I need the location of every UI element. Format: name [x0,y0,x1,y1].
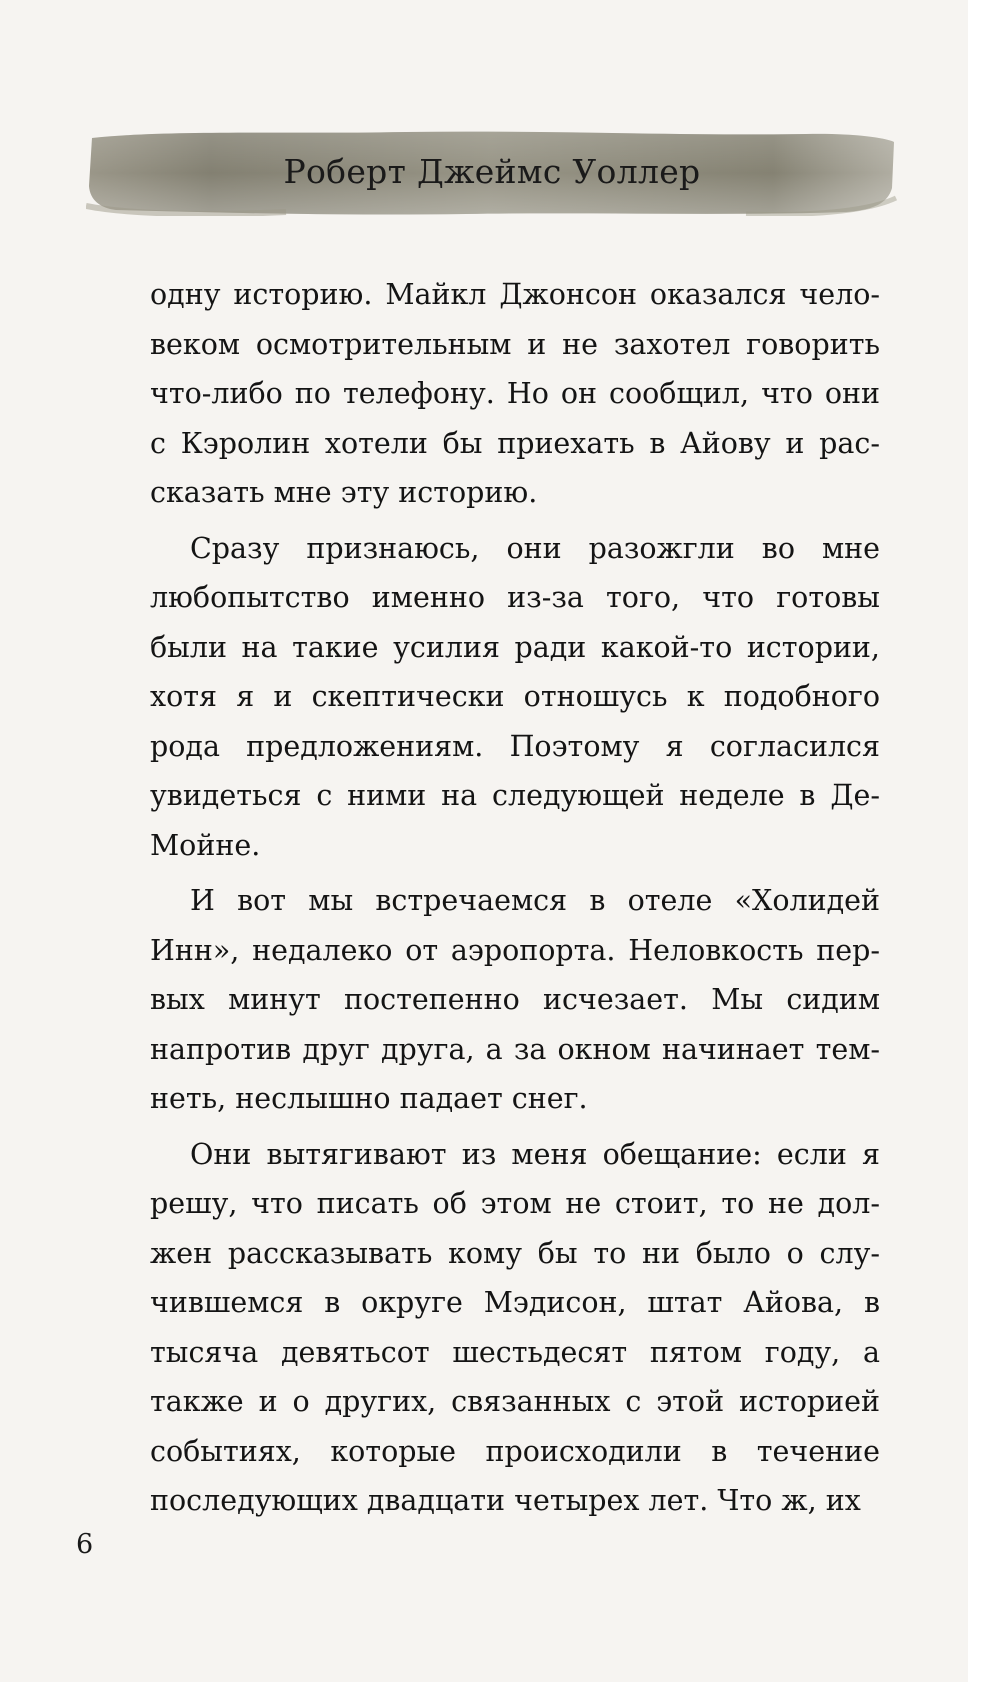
text-line: Они вытягивают из меня обещание: если я [190,1137,880,1171]
text-line: вых минут постепенно исчезает. Мы сидим [150,983,880,1016]
paragraph [150,270,880,518]
text-line: любопытство именно из-за того, что готовы [150,581,880,614]
page-number: 6 [76,1529,94,1560]
body-text [150,270,880,1526]
text-line: последующих двадцати четырех лет. Что ж, их [150,1484,861,1517]
text-line: И вот мы встречаемся в отеле «Холидей [190,884,880,917]
paragraph [150,876,880,1124]
text-line: с Кэролин хотели бы приехать в Айову и рас- [150,426,880,460]
text-line: рода предложениям. Поэтому я согласился [150,729,880,763]
text-line: сказать мне эту историю. [150,476,538,509]
text-line: решу, что писать об этом не стоит, то не дол- [150,1187,880,1220]
text-line: жен рассказывать кому бы то ни было о слу- [150,1236,880,1270]
text-line: неть, неслышно падает снег. [150,1082,588,1115]
text-line: тысяча девятьсот шестьдесят пятом году, а [150,1335,880,1369]
page-edge [968,0,1000,1682]
paragraph [150,1130,880,1526]
text-line: одну историю. Майкл Джонсон оказался чело- [150,278,880,311]
running-head-title: Роберт Джеймс Уоллер [283,152,701,191]
text-line: хотя я и скептически отношусь к подобного [150,680,880,713]
paragraph [150,524,880,871]
text-line: также и о других, связанных с этой историей [150,1385,880,1418]
text-line: увидеться с ними на следующей неделе в Де- [150,779,880,812]
text-line: чившемся в округе Мэдисон, штат Айова, в [150,1286,880,1319]
text-line: были на такие усилия ради какой-то истории, [150,630,880,664]
text-line: событиях, которые происходили в течение [150,1434,880,1468]
text-line: веком осмотрительным и не захотел говорить [150,327,880,361]
text-line: Мойне. [150,828,261,862]
text-line: что-либо по телефону. Но он сообщил, что они [150,377,880,410]
text-line: Сразу признаюсь, они разожгли во мне [190,531,880,565]
running-head-band [86,128,898,216]
text-line: напротив друг друга, а за окном начинает тем- [150,1032,880,1066]
text-line: Инн», недалеко от аэропорта. Неловкость пер- [150,933,880,967]
